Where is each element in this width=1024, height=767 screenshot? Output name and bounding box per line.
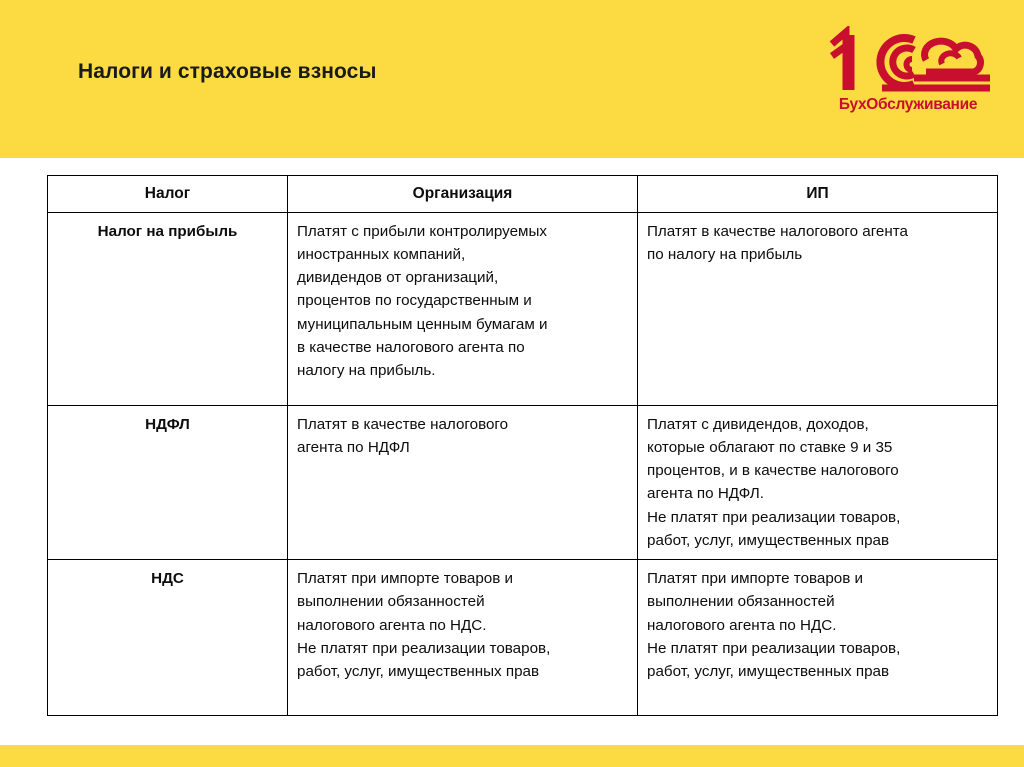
tax-table bbox=[47, 175, 998, 716]
column-header-tax: Налог bbox=[48, 176, 288, 213]
cell-organization bbox=[288, 405, 638, 560]
table-row bbox=[48, 212, 998, 405]
page-title: Налоги и страховые взносы bbox=[78, 60, 377, 83]
cell-text-line: Платят в качестве налогового bbox=[297, 415, 509, 433]
column-header-ip: ИП bbox=[638, 176, 998, 213]
cell-text-line: Не платят при реализации товаров, bbox=[297, 639, 551, 657]
cell-text-line: дивидендов от организаций, bbox=[297, 269, 499, 287]
cell-text-line: работ, услуг, имущественных прав bbox=[647, 531, 890, 549]
cell-text-line: процентов, и в качестве налогового bbox=[647, 462, 899, 480]
cell-text-line: процентов по государственным и bbox=[297, 292, 532, 310]
cell-text-line: иностранных компаний, bbox=[297, 245, 466, 263]
cell-tax-name: Налог на прибыль bbox=[48, 212, 288, 405]
cell-text-line: налогового агента по НДС. bbox=[297, 616, 487, 634]
cell-text-line: выполнении обязанностей bbox=[297, 593, 485, 611]
cell-organization bbox=[288, 212, 638, 405]
cell-tax-name: НДС bbox=[48, 560, 288, 716]
cell-text-line: в качестве налогового агента по bbox=[297, 338, 525, 356]
cell-text-line: Платят с дивидендов, доходов, bbox=[647, 415, 869, 433]
tax-table-wrapper bbox=[47, 175, 997, 716]
cell-ip bbox=[638, 560, 998, 716]
cell-text-line: Платят при импорте товаров и bbox=[647, 570, 864, 588]
cell-text-line: налогового агента по НДС. bbox=[647, 616, 837, 634]
cell-text-line: муниципальным ценным бумагам и bbox=[297, 315, 548, 333]
cell-text-line: Не платят при реализации товаров, bbox=[647, 639, 901, 657]
cell-text-line: Платят с прибыли контролируемых bbox=[297, 222, 547, 240]
cell-ip bbox=[638, 212, 998, 405]
cell-text-line: агента по НДФЛ bbox=[297, 438, 410, 456]
logo-caption: БухОбслуживание bbox=[838, 96, 978, 113]
cell-text-line: Платят в качестве налогового агента bbox=[647, 222, 908, 240]
cell-ip bbox=[638, 405, 998, 560]
logo bbox=[822, 26, 994, 126]
cell-text-line: налогу на прибыль. bbox=[297, 362, 436, 380]
cell-text-line: агента по НДФЛ. bbox=[647, 485, 764, 503]
1c-logo-mark-icon bbox=[822, 26, 994, 96]
table-row bbox=[48, 405, 998, 560]
footer-band bbox=[0, 745, 1024, 767]
cell-text-line: выполнении обязанностей bbox=[647, 593, 835, 611]
cell-text-line: работ, услуг, имущественных прав bbox=[647, 663, 890, 681]
cell-organization bbox=[288, 560, 638, 716]
table-header-row bbox=[48, 176, 998, 213]
cell-text-line: по налогу на прибыль bbox=[647, 245, 803, 263]
cell-text-line: которые облагают по ставке 9 и 35 bbox=[647, 438, 893, 456]
cell-text-line: Платят при импорте товаров и bbox=[297, 570, 514, 588]
table-row bbox=[48, 560, 998, 716]
cell-text-line: Не платят при реализации товаров, bbox=[647, 508, 901, 526]
cell-tax-name: НДФЛ bbox=[48, 405, 288, 560]
cell-text-line: работ, услуг, имущественных прав bbox=[297, 663, 540, 681]
column-header-organization: Организация bbox=[288, 176, 638, 213]
